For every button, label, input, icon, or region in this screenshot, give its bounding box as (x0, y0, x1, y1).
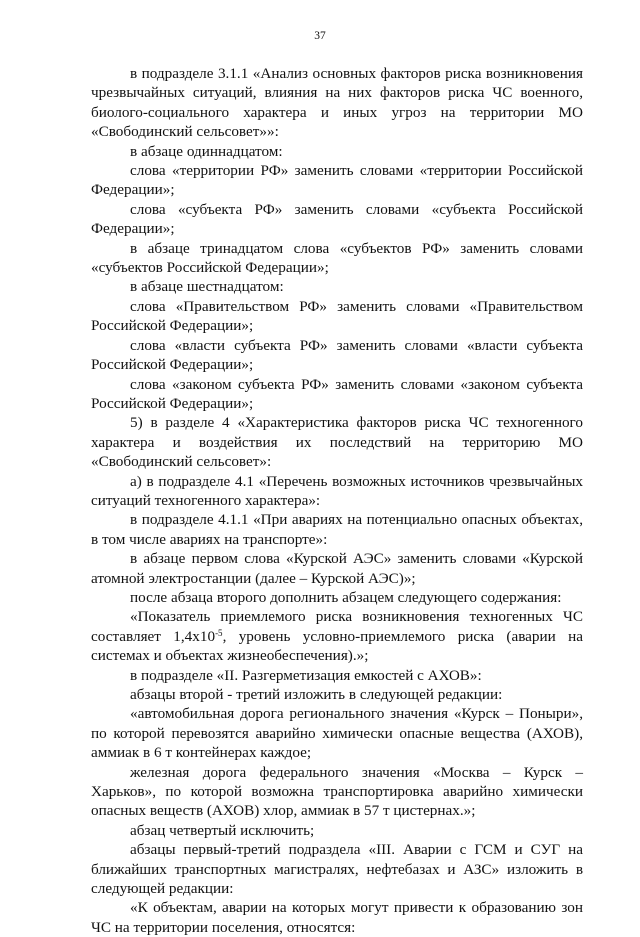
paragraph: в абзаце первом слова «Курской АЭС» заменить словами «Курской атомной электростанции (далее – Курской АЭС)»; (91, 550, 583, 587)
paragraph: в подразделе «II. Разгерметизация емкостей с АХОВ»: (130, 666, 482, 684)
risk-text-after: , уровень условно-приемлемого риска (аварии на системах и объектах жизнеобеспечения).»; (91, 627, 583, 665)
paragraph: абзац четвертый исключить; (130, 821, 315, 839)
paragraph: «К объектам, аварии на которых могут привести к образованию зон ЧС на территории поселения, относятся: (91, 899, 583, 936)
paragraph: в подразделе 3.1.1 «Анализ основных факторов риска возникновения чрезвычайных ситуаций, влияния на них факторов риска ЧС военного, биолого-социального характера и иных угроз на территории МО «Свободинский сельсовет»»: (91, 65, 583, 141)
paragraph: слова «Правительством РФ» заменить словами «Правительством Российской Федерации»; (91, 297, 583, 335)
document-body (91, 64, 583, 937)
risk-text-before: «Показатель приемлемого риска возникновения техногенных ЧС составляет 1,4x10 (91, 608, 583, 645)
paragraph: слова «власти субъекта РФ» заменить словами «власти субъекта Российской Федерации»; (91, 336, 583, 374)
paragraph: в подразделе 4.1.1 «При авариях на потенциально опасных объектах, в том числе авариях на транспорте»: (91, 511, 583, 548)
paragraph: абзацы второй - третий изложить в следующей редакции: (130, 686, 503, 703)
risk-exponent: -5 (215, 627, 223, 638)
page-number: 37 (314, 30, 326, 42)
paragraph: слова «субъекта РФ» заменить словами «субъекта Российской Федерации»; (91, 200, 583, 238)
paragraph: а) в подразделе 4.1 «Перечень возможных источников чрезвычайных ситуаций техногенного характера»: (91, 472, 583, 509)
paragraph: слова «территории РФ» заменить словами «территории Российской Федерации»; (91, 162, 583, 199)
paragraph: в абзаце шестнадцатом: (130, 278, 284, 296)
paragraph: в абзаце тринадцатом слова «субъектов РФ» заменить словами «субъектов Российской Федерации»; (91, 239, 583, 277)
paragraph: 5) в разделе 4 «Характеристика факторов риска ЧС техногенного характера и воздействия их последствий на территорию МО «Свободинский сельсовет»: (91, 414, 583, 471)
paragraph: слова «законом субъекта РФ» заменить словами «законом субъекта Российской Федерации»; (91, 375, 583, 412)
paragraph-risk-indicator (91, 607, 583, 665)
paragraph: абзацы первый-третий подраздела «III. Аварии с ГСМ и СУГ на ближайших транспортных магистралях, нефтебазах и АЗС» изложить в следующей редакции: (91, 841, 583, 898)
paragraph: после абзаца второго дополнить абзацем следующего содержания: (130, 588, 562, 606)
paragraph: в абзаце одиннадцатом: (130, 142, 283, 160)
paragraph: железная дорога федерального значения «Москва – Курск – Харьков», по которой возможна транспортировка аварийно химически опасных веществ (АХОВ) хлор, аммиак в 57 т цистернах.»; (91, 763, 583, 820)
paragraph: «автомобильная дорога регионального значения «Курск – Поныри», по которой перевозятся аварийно химически опасные вещества (АХОВ), аммиак в 6 т контейнерах каждое; (91, 705, 583, 762)
